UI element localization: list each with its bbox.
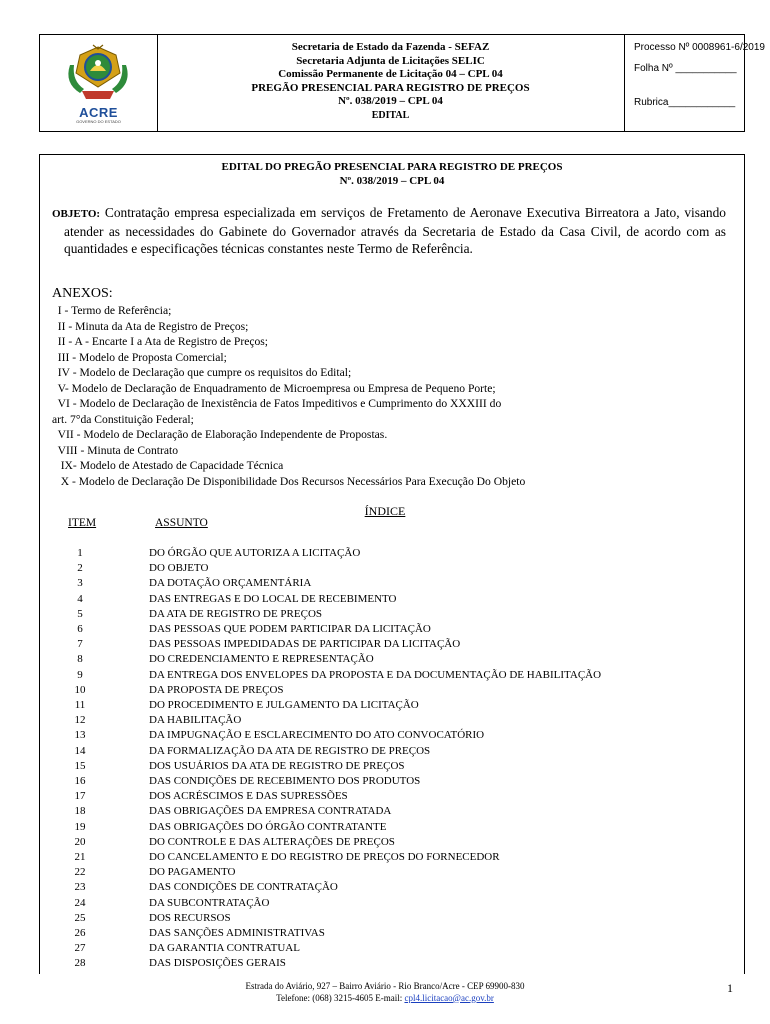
indice-item-subject: DA ENTREGA DOS ENVELOPES DA PROPOSTA E DA DOCUMENTAÇÃO DE HABILITAÇÃO <box>149 668 602 681</box>
objeto-label: OBJETO: <box>52 208 101 220</box>
footer-contact <box>0 993 770 1005</box>
indice-row <box>60 835 601 850</box>
indice-item-subject: DA FORMALIZAÇÃO DA ATA DE REGISTRO DE PREÇOS <box>149 744 431 757</box>
header-line-cpl: Comissão Permanente de Licitação 04 – CPL 04 <box>278 68 503 80</box>
indice-item-number: 2 <box>77 562 83 575</box>
indice-item-number: 4 <box>77 592 83 605</box>
indice-item-number: 17 <box>74 790 86 803</box>
indice-item-subject: DO CREDENCIAMENTO E REPRESENTAÇÃO <box>149 653 374 666</box>
indice-item-number: 8 <box>77 653 83 666</box>
indice-item-number: 19 <box>74 820 86 833</box>
indice-item-number: 7 <box>77 638 83 651</box>
anexos-list <box>52 303 525 489</box>
edital-title-line2: Nº. 038/2019 – CPL 04 <box>339 175 445 187</box>
indice-item-subject: DAS DISPOSIÇÕES GERAIS <box>149 957 286 970</box>
indice-item-number: 5 <box>77 607 83 620</box>
indice-item-subject: DA SUBCONTRATAÇÃO <box>149 896 270 909</box>
header-line-sefaz: Secretaria de Estado da Fazenda - SEFAZ <box>291 41 490 53</box>
footer-address: Estrada do Aviário, 927 – Bairro Aviário - Rio Branco/Acre - CEP 69900-830 <box>245 981 525 991</box>
indice-item-subject: DAS CONDIÇÕES DE CONTRATAÇÃO <box>149 881 338 894</box>
anexo-item: X - Modelo de Declaração De Disponibilidade Dos Recursos Necessários Para Execução Do Objeto <box>52 474 526 488</box>
anexo-item: II - Minuta da Ata de Registro de Preços; <box>52 319 249 333</box>
indice-row <box>60 926 601 941</box>
rubrica-field: Rubrica____________ <box>634 97 736 108</box>
indice-item-subject: DOS RECURSOS <box>149 911 231 924</box>
anexo-item: art. 7°da Constituição Federal; <box>52 412 194 426</box>
indice-row <box>60 896 601 911</box>
indice-item-subject: DA GARANTIA CONTRATUAL <box>149 942 300 955</box>
indice-row <box>60 941 601 956</box>
header-line-numero: Nº. 038/2019 – CPL 04 <box>338 95 443 107</box>
indice-row <box>60 713 601 728</box>
indice-row <box>60 622 601 637</box>
indice-row <box>60 637 601 652</box>
indice-item-subject: DAS ENTREGAS E DO LOCAL DE RECEBIMENTO <box>149 592 397 605</box>
indice-row <box>60 698 601 713</box>
indice-row <box>60 744 601 759</box>
footer-phone: Telefone: (068) 3215-4605 E-mail: <box>276 992 405 1003</box>
header-line-selic: Secretaria Adjunta de Licitações SELIC <box>296 54 485 67</box>
indice-item-subject: DAS OBRIGAÇÕES DA EMPRESA CONTRATADA <box>149 805 392 818</box>
anexo-item: IV - Modelo de Declaração que cumpre os requisitos do Edital; <box>52 366 352 379</box>
indice-item-subject: DO PROCEDIMENTO E JULGAMENTO DA LICITAÇÃO <box>149 699 419 712</box>
indice-item-number: 13 <box>74 729 86 742</box>
indice-item-number: 3 <box>77 577 83 590</box>
indice-row <box>60 728 601 743</box>
indice-item-number: 28 <box>74 957 86 970</box>
indice-item-number: 16 <box>74 775 86 788</box>
indice-item-subject: DA ATA DE REGISTRO DE PREÇOS <box>149 607 323 620</box>
document-header <box>39 34 765 132</box>
indice-item-subject: DAS OBRIGAÇÕES DO ÓRGÃO CONTRATANTE <box>149 820 387 833</box>
indice-item-subject: DA PROPOSTA DE PREÇOS <box>149 683 284 696</box>
indice-row <box>60 576 601 591</box>
page-footer <box>0 981 770 1004</box>
indice-col-assunto: ASSUNTO <box>155 517 208 529</box>
indice-item-subject: DAS CONDIÇÕES DE RECEBIMENTO DOS PRODUTOS <box>149 775 421 788</box>
indice-item-subject: DAS PESSOAS IMPEDIDADAS DE PARTICIPAR DA LICITAÇÃO <box>149 638 461 651</box>
indice-row <box>60 956 601 971</box>
indice-item-number: 26 <box>74 927 86 940</box>
process-info-cell <box>625 35 765 131</box>
anexo-item: IX- Modelo de Atestado de Capacidade Técnica <box>52 459 284 472</box>
indice-row <box>60 850 601 865</box>
header-line-pregao: PREGÃO PRESENCIAL PARA REGISTRO DE PREÇOS <box>251 81 530 94</box>
indice-row <box>60 592 601 607</box>
indice-item-number: 14 <box>74 744 86 757</box>
indice-item-number: 12 <box>74 714 86 727</box>
indice-row <box>60 668 601 683</box>
indice-row <box>60 652 601 667</box>
indice-item-number: 11 <box>74 699 86 712</box>
anexo-item: V- Modelo de Declaração de Enquadramento de Microempresa ou Empresa de Pequeno Porte; <box>52 381 496 395</box>
indice-item-subject: DOS ACRÉSCIMOS E DAS SUPRESSÕES <box>149 790 348 803</box>
indice-item-subject: DO CONTROLE E DAS ALTERAÇÕES DE PREÇOS <box>149 835 395 848</box>
processo-number: Processo Nº 0008961-6/2019 <box>634 42 765 53</box>
indice-col-item: ITEM <box>68 517 97 529</box>
anexo-item: I - Termo de Referência; <box>52 304 172 317</box>
indice-title: ÍNDICE <box>364 504 406 518</box>
indice-item-number: 15 <box>74 759 86 772</box>
header-title-block <box>157 35 625 131</box>
indice-row <box>60 804 601 819</box>
indice-row <box>60 607 601 622</box>
objeto-paragraph <box>52 204 726 257</box>
indice-item-number: 18 <box>74 805 86 818</box>
indice-item-number: 1 <box>77 547 83 559</box>
indice-item-number: 22 <box>74 866 86 879</box>
logo-text: ACRE <box>79 105 118 120</box>
objeto-text: Contratação empresa especializada em serviços de Fretamento de Aeronave Executiva Birreatora a Jato, visando atender as necessidades do Gabinete do Governador através da Secretaria de Estado da Casa Civil, de acordo com as quantidades e especificações técnicas constantes neste Termo de Referência. <box>64 205 726 256</box>
indice-item-subject: DO ÓRGÃO QUE AUTORIZA A LICITAÇÃO <box>149 547 361 559</box>
indice-item-subject: DAS SANÇÕES ADMINISTRATIVAS <box>149 927 325 940</box>
indice-item-subject: DOS USUÁRIOS DA ATA DE REGISTRO DE PREÇOS <box>149 759 405 772</box>
indice-row <box>60 561 601 576</box>
indice-item-number: 9 <box>77 668 83 681</box>
indice-item-number: 25 <box>74 911 86 924</box>
indice-item-subject: DA HABILITAÇÃO <box>149 714 242 727</box>
indice-item-number: 23 <box>74 881 86 894</box>
anexo-item: VIII - Minuta de Contrato <box>52 443 179 457</box>
indice-row <box>60 911 601 926</box>
anexo-item: VI - Modelo de Declaração de Inexistência de Fatos Impeditivos e Cumprimento do XXXIII do <box>52 397 502 410</box>
edital-title <box>39 160 745 188</box>
indice-row <box>60 759 601 774</box>
indice-item-subject: DAS PESSOAS QUE PODEM PARTICIPAR DA LICITAÇÃO <box>149 623 431 636</box>
indice-item-number: 10 <box>74 683 86 696</box>
header-line-edital: EDITAL <box>371 109 410 121</box>
indice-list <box>60 546 601 972</box>
indice-item-number: 21 <box>74 851 86 864</box>
indice-item-number: 24 <box>74 896 86 909</box>
page-number: 1 <box>727 981 733 995</box>
edital-title-line1: EDITAL DO PREGÃO PRESENCIAL PARA REGISTRO DE PREÇOS <box>221 161 563 173</box>
anexos-title: ANEXOS: <box>52 286 113 301</box>
anexo-item: II - A - Encarte I a Ata de Registro de Preços; <box>52 335 269 348</box>
indice-row <box>60 789 601 804</box>
indice-item-subject: DA IMPUGNAÇÃO E ESCLARECIMENTO DO ATO CONVOCATÓRIO <box>149 729 485 742</box>
indice-row <box>60 546 601 561</box>
indice-item-subject: DA DOTAÇÃO ORÇAMENTÁRIA <box>149 577 312 590</box>
indice-item-subject: DO OBJETO <box>149 562 209 575</box>
anexo-item: III - Modelo de Proposta Comercial; <box>52 350 227 364</box>
indice-row <box>60 865 601 880</box>
indice-row <box>60 774 601 789</box>
indice-item-number: 27 <box>74 942 86 955</box>
logo-subtext: GOVERNO DO ESTADO <box>76 119 121 124</box>
indice-row <box>60 820 601 835</box>
logo-cell <box>40 35 158 131</box>
indice-item-number: 20 <box>74 835 86 848</box>
indice-row <box>60 880 601 895</box>
acre-coat-of-arms-icon <box>60 43 136 105</box>
indice-row <box>60 683 601 698</box>
folha-field: Folha Nº ___________ <box>634 63 737 74</box>
footer-email-link[interactable]: cpl4.licitacao@ac.gov.br <box>404 992 494 1003</box>
indice-item-number: 6 <box>77 623 83 636</box>
indice-item-subject: DO CANCELAMENTO E DO REGISTRO DE PREÇOS DO FORNECEDOR <box>149 851 500 864</box>
indice-item-subject: DO PAGAMENTO <box>149 866 236 879</box>
anexo-item: VII - Modelo de Declaração de Elaboração Independente de Propostas. <box>52 428 388 441</box>
